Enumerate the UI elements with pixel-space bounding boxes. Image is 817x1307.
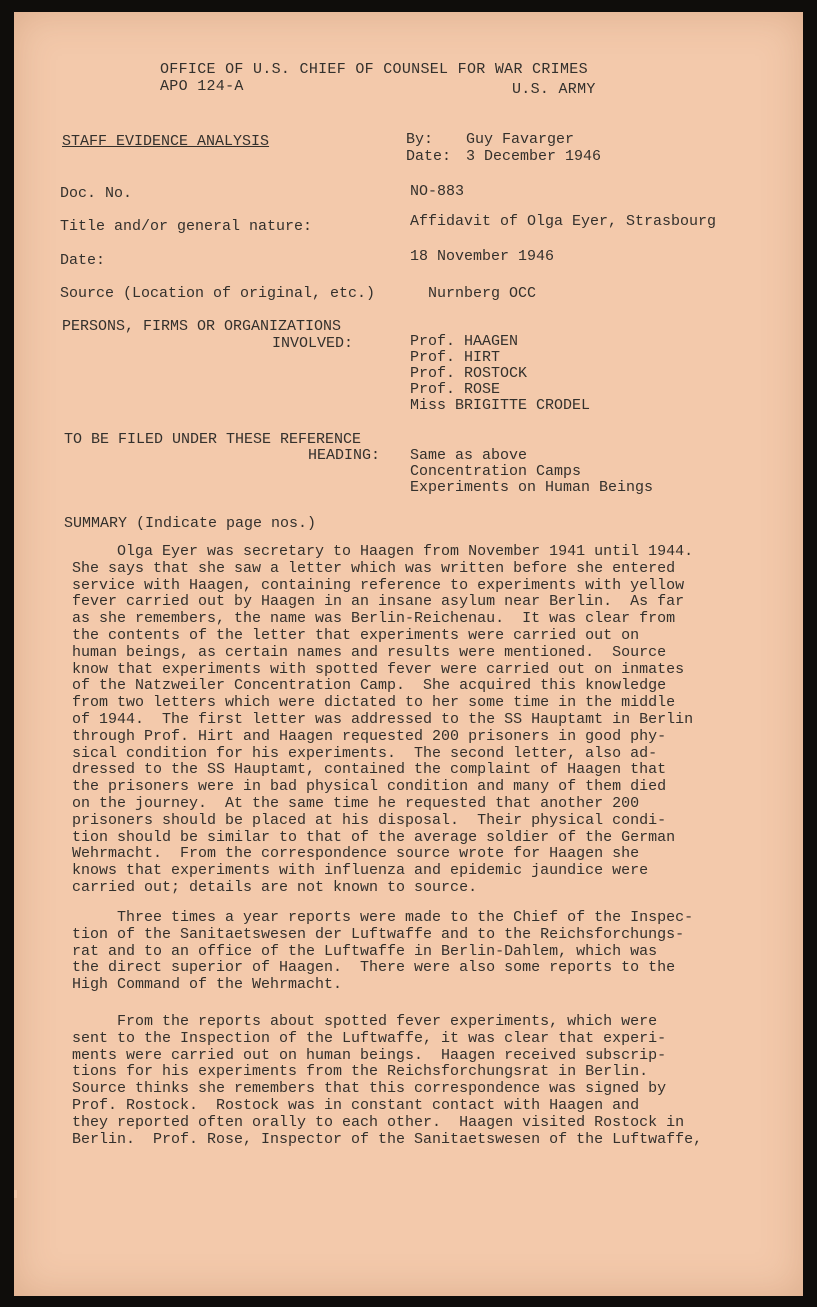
- person-item: Prof. ROSTOCK: [410, 365, 528, 382]
- summary-paragraph-1: [72, 544, 762, 897]
- person-item: Miss BRIGITTE CRODEL: [410, 397, 591, 414]
- summary-paragraph-2: [72, 910, 762, 994]
- summary-paragraph-3: [72, 1014, 762, 1148]
- reference-item: Same as above: [410, 447, 528, 464]
- text-line: carried out; details are not known to source.: [72, 878, 478, 896]
- text-line: ments were carried out on human beings. Haagen received subscrip-: [72, 1046, 667, 1064]
- person-item: Prof. HIRT: [410, 349, 501, 366]
- summary-label: SUMMARY (Indicate page nos.): [64, 515, 317, 532]
- reference-item: Concentration Camps: [410, 463, 582, 480]
- text-line: the prisoners were in bad physical condition and many of them died: [72, 778, 667, 796]
- text-line: High Command of the Wehrmacht.: [72, 976, 343, 994]
- text-line: they reported often orally to each other. Haagen visited Rostock in: [72, 1113, 685, 1131]
- text-line: sent to the Inspection of the Luftwaffe, it was clear that experi-: [72, 1029, 667, 1047]
- office-heading: OFFICE OF U.S. CHIEF OF COUNSEL FOR WAR CRIMES: [160, 61, 588, 78]
- person-item: Prof. HAAGEN: [410, 333, 519, 350]
- text-line: dressed to the SS Hauptamt, contained the complaint of Haagen that: [72, 761, 667, 779]
- text-line: Source thinks she remembers that this correspondence was signed by: [72, 1080, 667, 1098]
- text-line: Berlin. Prof. Rose, Inspector of the Sanitaetswesen of the Luftwaffe,: [72, 1130, 703, 1148]
- text-line: fever carried out by Haagen in an insane asylum near Berlin. As far: [72, 593, 685, 611]
- text-line: the direct superior of Haagen. There were also some reports to the: [72, 959, 676, 977]
- text-line: through Prof. Hirt and Haagen requested 200 prisoners in good phy-: [72, 727, 667, 745]
- persons-label: PERSONS, FIRMS OR ORGANIZATIONS: [62, 318, 342, 335]
- heading-label: HEADING:: [308, 447, 381, 464]
- text-line: From the reports about spotted fever experiments, which were: [72, 1013, 658, 1030]
- text-line: human beings, as certain names and results were mentioned. Source: [72, 643, 667, 661]
- apo-line: APO 124-A: [160, 78, 244, 95]
- text-line: Prof. Rostock. Rostock was in constant contact with Haagen and: [72, 1096, 640, 1114]
- text-line: Olga Eyer was secretary to Haagen from November 1941 until 1944.: [72, 543, 694, 560]
- involved-label: INVOLVED:: [272, 335, 354, 352]
- text-line: on the journey. At the same time he requested that another 200: [72, 794, 640, 812]
- doc-date-value: 18 November 1946: [410, 248, 555, 265]
- text-line: know that experiments with spotted fever were carried out on inmates: [72, 660, 685, 678]
- text-line: of 1944. The first letter was addressed to the SS Hauptamt in Berlin: [72, 710, 694, 728]
- text-line: Wehrmacht. From the correspondence source wrote for Haagen she: [72, 845, 640, 863]
- source-value: Nurnberg OCC: [428, 285, 537, 302]
- text-line: tions for his experiments from the Reichsforchungsrat in Berlin.: [72, 1063, 649, 1081]
- analysis-date-value: 3 December 1946: [466, 148, 602, 165]
- text-line: Three times a year reports were made to the Chief of the Inspec-: [72, 909, 694, 926]
- by-label: By:: [406, 131, 434, 148]
- title-value: Affidavit of Olga Eyer, Strasbourg: [410, 213, 717, 230]
- text-line: sical condition for his experiments. The second letter, also ad-: [72, 744, 658, 762]
- doc-no-value: NO-883: [410, 183, 465, 200]
- by-value: Guy Favarger: [466, 131, 575, 148]
- text-line: service with Haagen, containing reference to experiments with yellow: [72, 576, 685, 594]
- text-line: tion should be similar to that of the average soldier of the German: [72, 828, 676, 846]
- source-label: Source (Location of original, etc.): [60, 285, 376, 302]
- doc-no-label: Doc. No.: [60, 185, 133, 202]
- text-line: as she remembers, the name was Berlin-Reichenau. It was clear from: [72, 610, 676, 628]
- text-line: She says that she saw a letter which was written before she entered: [72, 559, 676, 577]
- doc-date-label: Date:: [60, 252, 106, 269]
- text-line: of the Natzweiler Concentration Camp. She acquired this knowledge: [72, 677, 667, 695]
- text-line: the contents of the letter that experiments were carried out on: [72, 626, 640, 644]
- binding-mark: [14, 1190, 17, 1198]
- form-title: STAFF EVIDENCE ANALYSIS: [62, 133, 270, 150]
- text-line: tion of the Sanitaetswesen der Luftwaffe and to the Reichsforchungs-: [72, 925, 685, 943]
- analysis-date-label: Date:: [406, 148, 452, 165]
- reference-item: Experiments on Human Beings: [410, 479, 654, 496]
- text-line: from two letters which were dictated to her some time in the middle: [72, 694, 676, 712]
- text-line: prisoners should be placed at his disposal. Their physical condi-: [72, 811, 667, 829]
- text-line: rat and to an office of the Luftwaffe in Berlin-Dahlem, which was: [72, 942, 658, 960]
- filed-under-label: TO BE FILED UNDER THESE REFERENCE: [64, 431, 362, 448]
- army-line: U.S. ARMY: [512, 81, 596, 98]
- title-label: Title and/or general nature:: [60, 218, 313, 235]
- text-line: knows that experiments with influenza and epidemic jaundice were: [72, 862, 649, 880]
- person-item: Prof. ROSE: [410, 381, 501, 398]
- document-page: [14, 12, 803, 1296]
